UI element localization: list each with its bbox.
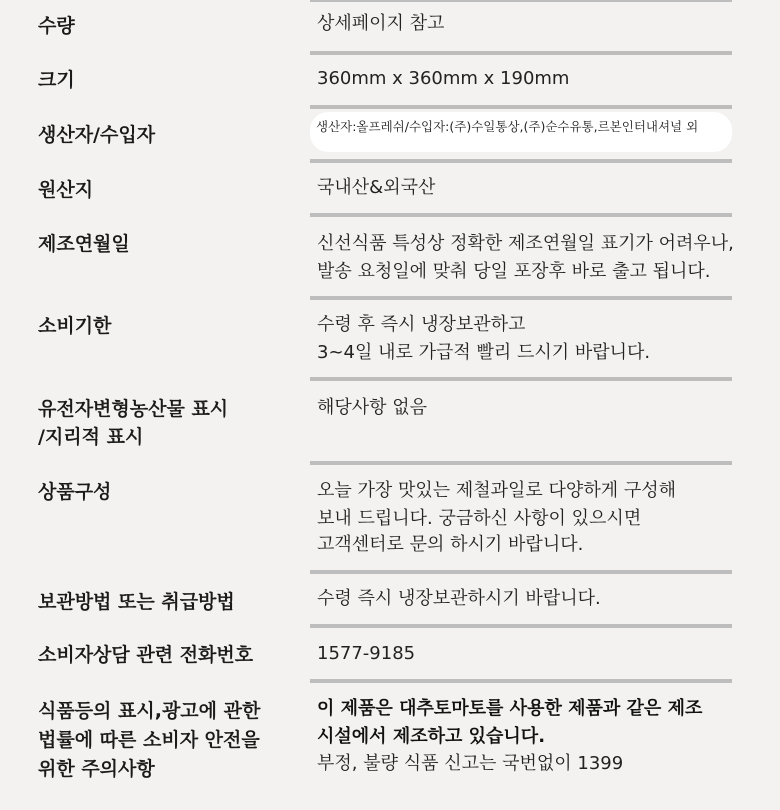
value-composition-line3: 고객센터로 문의 하시기 바랍니다. [317, 534, 584, 555]
row-separator [310, 461, 732, 465]
label-safety-line3: 위한 주의사항 [38, 758, 155, 780]
label-storage: 보관방법 또는 취급방법 [38, 591, 235, 613]
label-safety-line2: 법률에 따른 소비자 안전을 [38, 729, 260, 751]
label-origin: 원산지 [38, 179, 94, 201]
value-quantity: 상세페이지 참고 [317, 13, 445, 34]
row-separator [310, 570, 732, 574]
row-separator [310, 624, 732, 628]
value-storage: 수령 즉시 냉장보관하시기 바랍니다. [317, 588, 601, 609]
row-separator [310, 0, 732, 2]
value-origin: 국내산&외국산 [317, 177, 436, 198]
value-manufacture-date-line1: 신선식품 특성상 정확한 제조연월일 표기가 어려우나, [317, 233, 734, 254]
row-separator [310, 377, 732, 381]
value-phone: 1577-9185 [317, 643, 416, 664]
value-safety-bold-line1: 이 제품은 대추토마토를 사용한 제품과 같은 제조 [317, 698, 703, 719]
value-gmo: 해당사항 없음 [317, 397, 428, 418]
value-producer-importer: 생산자:올프레쉬/수입자:(주)수일통상,(주)순수유통,르본인터내셔널 외 [316, 119, 699, 134]
label-gmo-line1: 유전자변형농산물 표시 [38, 398, 229, 420]
value-manufacture-date-line2: 발송 요청일에 맞춰 당일 포장후 바로 출고 됩니다. [317, 261, 711, 282]
row-separator [310, 51, 732, 55]
value-safety-line3: 부정, 불량 식품 신고는 국번없이 1399 [317, 753, 624, 774]
label-size: 크기 [38, 69, 75, 91]
value-size: 360mm x 360mm x 190mm [317, 68, 570, 89]
value-safety-bold-line2: 시설에서 제조하고 있습니다. [317, 726, 546, 747]
value-composition-line1: 오늘 가장 맛있는 제철과일로 다양하게 구성해 [317, 480, 676, 501]
label-phone: 소비자상담 관련 전화번호 [38, 644, 254, 666]
value-expiration-line2: 3~4일 내로 가급적 빨리 드시기 바랍니다. [317, 342, 651, 363]
row-separator [310, 105, 732, 109]
label-gmo-line2: /지리적 표시 [38, 426, 144, 448]
label-expiration: 소비기한 [38, 315, 112, 337]
row-separator [310, 679, 732, 683]
value-expiration-line1: 수령 후 즉시 냉장보관하고 [317, 314, 526, 335]
label-composition: 상품구성 [38, 481, 112, 503]
label-quantity: 수량 [38, 15, 75, 37]
row-separator [310, 296, 732, 300]
label-producer-importer: 생산자/수입자 [38, 124, 156, 146]
label-manufacture-date: 제조연월일 [38, 233, 130, 255]
value-composition-line2: 보내 드립니다. 궁금하신 사항이 있으시면 [317, 508, 642, 529]
row-separator [310, 159, 732, 163]
label-safety-line1: 식품등의 표시,광고에 관한 [38, 700, 261, 722]
row-separator [310, 213, 732, 217]
